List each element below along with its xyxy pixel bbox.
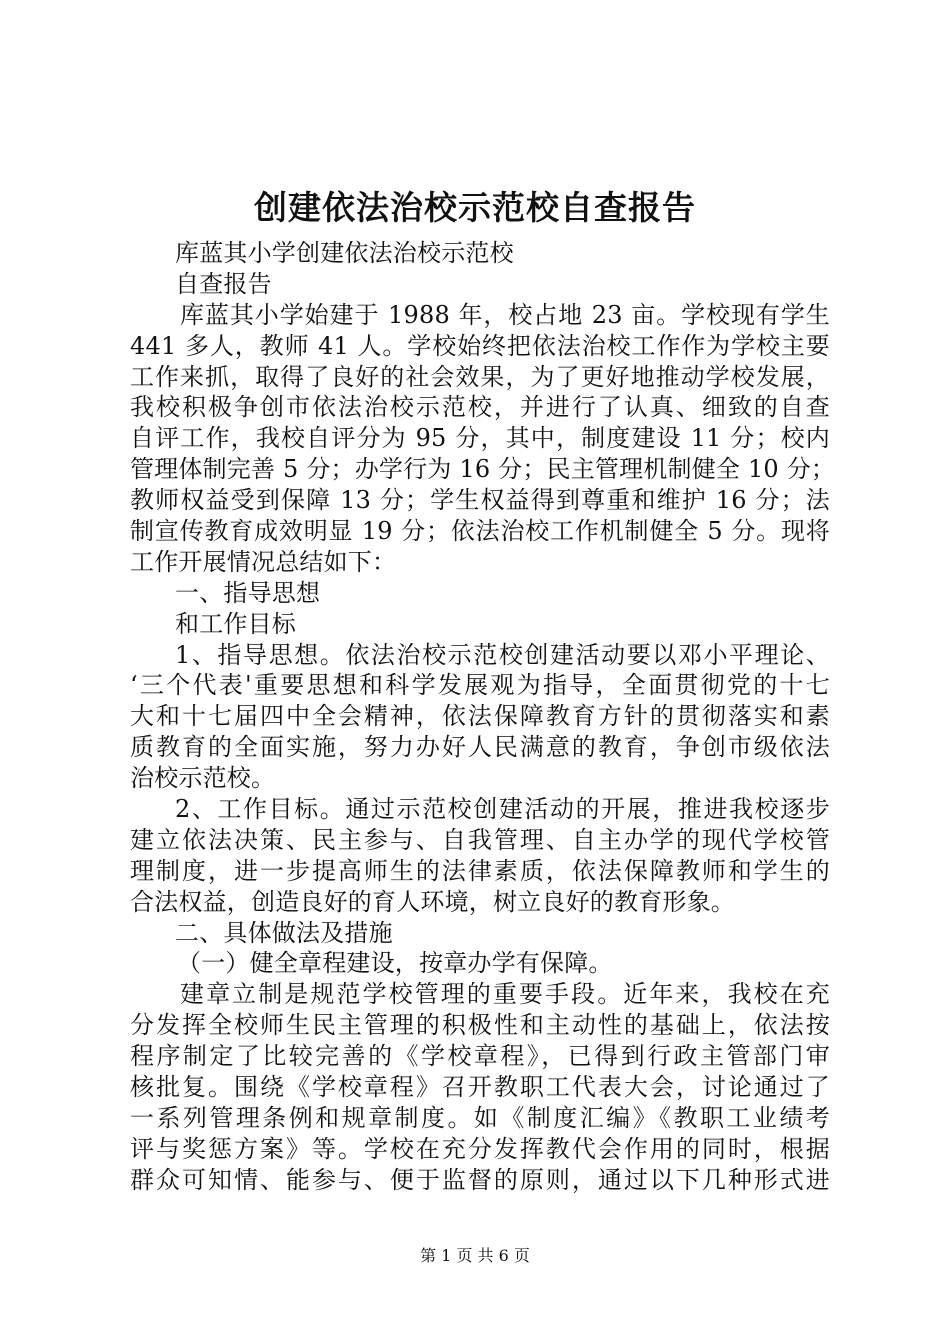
- paragraph-line: 教师权益受到保障 13 分；学生权益得到尊重和维护 16 分；法: [130, 486, 830, 515]
- paragraph-line: 我校积极争创市依法治校示范校，并进行了认真、细致的自查: [130, 393, 830, 422]
- paragraph-line: 工作来抓，取得了良好的社会效果，为了更好地推动学校发展，: [130, 362, 830, 391]
- paragraph-line: （一）健全章程建设，按章办学有保障。: [177, 949, 613, 978]
- paragraph-line: 制宣传教育成效明显 19 分；依法治校工作机制健全 5 分。现将: [130, 517, 830, 546]
- paragraph-line: 2、工作目标。通过示范校创建活动的开展，推进我校逐步: [175, 795, 830, 824]
- paragraph-line: 理制度，进一步提高师生的法律素质，依法保障教师和学生的: [130, 856, 830, 885]
- paragraph-line: 建立依法决策、民主参与、自我管理、自主办学的现代学校管: [130, 825, 830, 854]
- paragraph-line: 和工作目标: [175, 609, 296, 638]
- paragraph-line: 建章立制是规范学校管理的重要手段。近年来，我校在充: [180, 980, 830, 1009]
- paragraph-line: 一系列管理条例和规章制度。如《制度汇编》《教职工业绩考: [130, 1103, 830, 1132]
- paragraph-line: 441 多人，教师 41 人。学校始终把依法治校工作作为学校主要: [130, 331, 830, 360]
- paragraph-line: 大和十七届四中全会精神，依法保障教育方针的贯彻落实和素: [130, 702, 830, 731]
- paragraph-line: 自评工作，我校自评分为 95 分，其中，制度建设 11 分；校内: [130, 424, 830, 453]
- paragraph-line: 程序制定了比较完善的《学校章程》，已得到行政主管部门审: [130, 1042, 830, 1071]
- paragraph-line: 库蓝其小学始建于 1988 年，校占地 23 亩。学校现有学生: [180, 300, 830, 329]
- paragraph-line: 管理体制完善 5 分；办学行为 16 分；民主管理机制健全 10 分；: [130, 455, 836, 484]
- paragraph-line: 二、具体做法及措施: [175, 918, 393, 947]
- paragraph-line: 一、指导思想: [175, 578, 321, 607]
- paragraph-line: 1、指导思想。依法治校示范校创建活动要以邓小平理论、: [175, 640, 830, 669]
- paragraph-line: 合法权益，创造良好的育人环境，树立良好的教育形象。: [130, 887, 735, 916]
- paragraph-line: 治校示范校。: [130, 764, 276, 793]
- paragraph-line: 库蓝其小学创建依法治校示范校: [175, 239, 514, 267]
- paragraph-line: 自查报告: [175, 269, 272, 298]
- document-title: 创建依法治校示范校自查报告: [254, 188, 696, 227]
- paragraph-line: 评与奖惩方案》等。学校在充分发挥教代会作用的同时，根据: [130, 1134, 830, 1163]
- paragraph-line: 群众可知情、能参与、便于监督的原则，通过以下几种形式进: [130, 1165, 830, 1194]
- paragraph-line: 核批复。围绕《学校章程》召开教职工代表大会，讨论通过了: [130, 1073, 830, 1102]
- paragraph-line: 分发挥全校师生民主管理的积极性和主动性的基础上，依法按: [130, 1011, 830, 1040]
- paragraph-line: ‘三个代表'重要思想和科学发展观为指导，全面贯彻党的十七: [130, 671, 830, 700]
- paragraph-line: 质教育的全面实施，努力办好人民满意的教育，争创市级依法: [130, 733, 830, 762]
- page-footer: 第 1 页 共 6 页: [420, 1246, 530, 1265]
- paragraph-line: 工作开展情况总结如下：: [130, 547, 397, 576]
- document-body: [130, 238, 836, 1196]
